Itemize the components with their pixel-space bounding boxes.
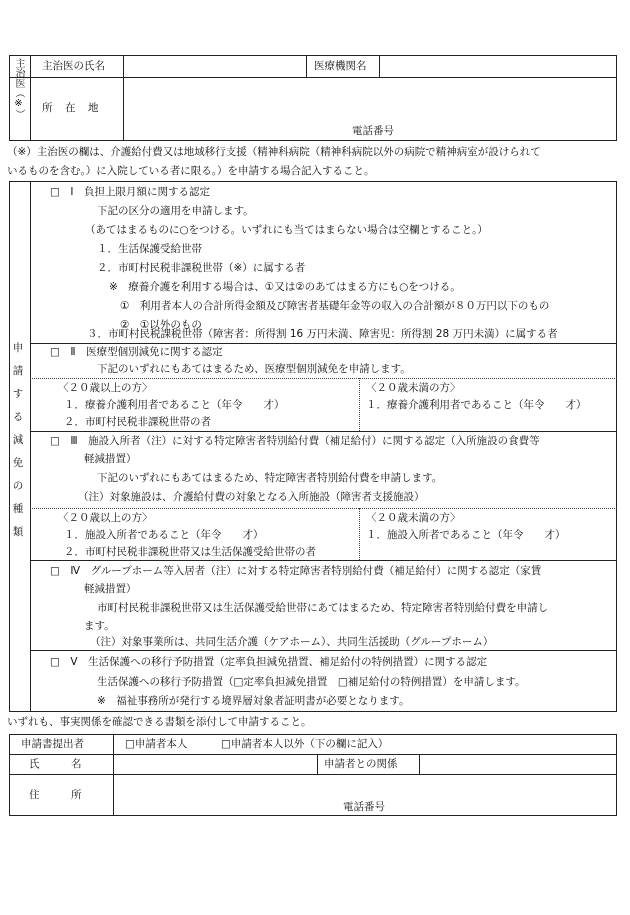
section-1-option-1[interactable]: １．生活保護受給世帯 <box>97 243 202 255</box>
section-2-left-item-2: ２．市町村民税非課税世帯の者 <box>64 416 211 428</box>
submitter-name-label: 氏 名 <box>29 758 82 770</box>
institution-label: 医療機関名 <box>314 60 367 72</box>
relation-field[interactable] <box>426 758 611 771</box>
section-1-title-checkbox[interactable]: □ Ⅰ 負担上限月額に関する認定 <box>50 186 211 198</box>
section-3-left-item-1: １．施設入所者であること（年令 才） <box>64 529 264 541</box>
relation-label: 申請者との関係 <box>324 758 398 770</box>
physician-address-label: 所 在 地 <box>42 102 100 114</box>
section-3-right-item-1: １．施設入所者であること（年令 才） <box>366 529 566 541</box>
section-1-note: ※ 療養介護を利用する場合は、①又は②のあてはまる方にも○をつける。 <box>109 281 461 293</box>
section-2-line: 下記のいずれにもあてはまるため、医療型個別減免を申請します。 <box>97 363 411 375</box>
section-3-note: （注）対象施設は、介護給付費の対象となる入所施設（障害者支援施設） <box>78 491 425 503</box>
physician-note-line-2: いるものを含む。）に入院している者に限る。）を申請する場合記入すること。 <box>7 165 375 177</box>
section-5-title-checkbox[interactable]: □ Ⅴ 生活保護への移行予防措置（定率負担減免措置、補足給付の特例措置）に関する認定 <box>50 656 488 668</box>
submitter-address-label: 住 所 <box>29 789 82 801</box>
section-3-line: 下記のいずれにもあてはまるため、特定障害者特別給付費を申請します。 <box>97 472 443 484</box>
submitter-label: 申請書提出者 <box>21 738 84 750</box>
physician-note-line-1: （※）主治医の欄は、介護給付費又は地域移行支援（精神科病院（精神科病院以外の病院で精神病室が設けられて <box>7 146 541 158</box>
section-4-title-cont: 軽減措置） <box>84 583 137 595</box>
section-4-title-checkbox[interactable]: □ Ⅳ グループホーム等入居者（注）に対する特定障害者特別給付費（補足給付）に関する認定（家賃 <box>50 565 542 577</box>
institution-field[interactable] <box>386 60 611 73</box>
section-1-sub-option-1[interactable]: ① 利用者本人の合計所得金額及び障害者基礎年金等の収入の合計額が８０万円以下のもの <box>120 300 550 312</box>
physician-name-label: 主治医の氏名 <box>42 60 105 72</box>
section-4-line-1: 市町村民税非課税世帯又は生活保護受給世帯にあてはまるため、特定障害者特別給付費を申請し <box>97 602 549 614</box>
section-2-right-item-1: １．療養介護利用者であること（年令 才） <box>366 399 587 411</box>
section-3-title-checkbox[interactable]: □ Ⅲ 施設入所者（注）に対する特定障害者特別給付費（補足給付）に関する認定（入所施設の食費等 <box>50 435 540 447</box>
section-4-note: （注）対象事業所は、共同生活介護（ケアホーム）、共同生活援助（グループホーム） <box>90 636 494 648</box>
submitter-phone-label: 電話番号 <box>343 801 385 813</box>
submitter-self-checkbox[interactable]: □申請者本人 <box>125 738 188 750</box>
section-3-right-head: 〈２０歳未満の方〉 <box>366 512 461 524</box>
section-3-left-item-2: ２．市町村民税非課税世帯又は生活保護受給世帯の者 <box>64 546 316 558</box>
physician-phone-label: 電話番号 <box>352 125 394 137</box>
section-1-line: （あてはまるものに○をつける。いずれにも当てはまらない場合は空欄とすること。） <box>85 224 488 236</box>
section-4-line-2: ます。 <box>84 620 115 632</box>
section-2-title-checkbox[interactable]: □ Ⅱ 医療型個別減免に関する認定 <box>50 346 223 358</box>
section-3-left-head: 〈２０歳以上の方〉 <box>58 512 153 524</box>
section-5-line: 生活保護への移行予防措置（□定率負担減免措置 □補足給付の特例措置）を申請します。 <box>97 676 526 688</box>
physician-name-field[interactable] <box>130 60 300 73</box>
physician-side-label: 主治医（※） <box>13 58 24 119</box>
section-1-option-3[interactable]: ３．市町村民税課税世帯（障害者：所得割 16 万円未満、障害児：所得割 28 万円未満）に属する者 <box>87 328 558 340</box>
section-3-title-cont: 軽減措置） <box>84 453 137 465</box>
section-2-right-head: 〈２０歳未満の方〉 <box>366 382 461 394</box>
section-1-line: 下記の区分の適用を申請します。 <box>97 205 254 217</box>
submitter-address-field[interactable] <box>120 780 610 800</box>
section-1-sub-option-2[interactable]: ② ①以外のもの <box>120 319 202 331</box>
section-5-note: ※ 福祉事務所が発行する境界層対象者証明書が必要となります。 <box>97 695 410 707</box>
section-2-left-item-1: １．療養介護利用者であること（年令 才） <box>64 399 285 411</box>
section-2-left-head: 〈２０歳以上の方〉 <box>58 382 153 394</box>
section-1-option-2[interactable]: ２．市町村民税非課税世帯（※）に属する者 <box>97 262 306 274</box>
submitter-other-checkbox[interactable]: □申請者本人以外（下の欄に記入） <box>221 738 389 750</box>
closing-note: いずれも、事実関係を確認できる書類を添付して申請すること。 <box>7 716 312 728</box>
submitter-name-field[interactable] <box>120 758 310 771</box>
